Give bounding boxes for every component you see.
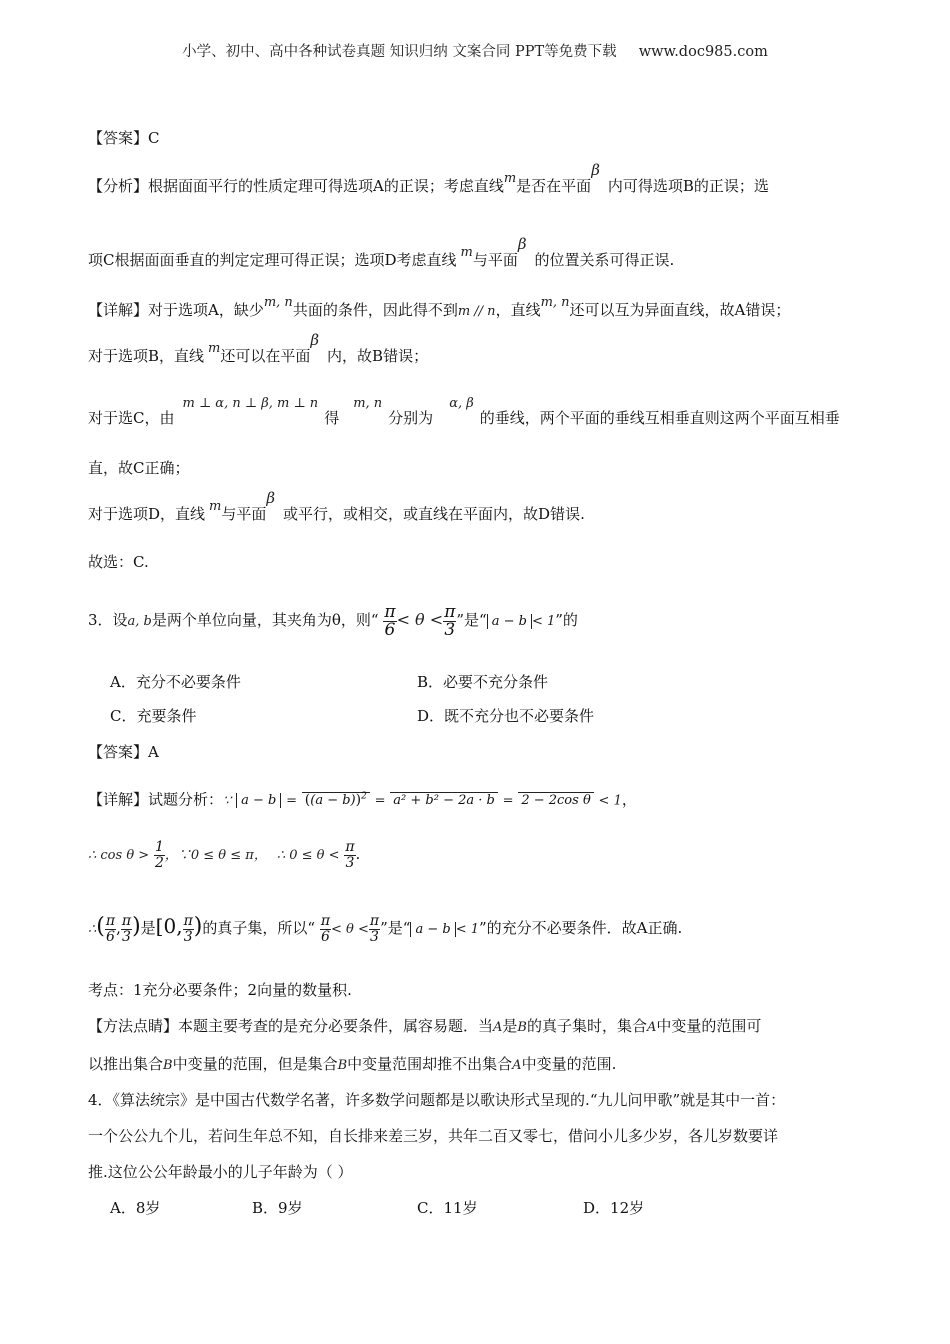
header-url[interactable]: www.doc985.com	[638, 44, 768, 60]
q2-detail-line5: 对于选项D，直线 m与平面β或平行，或相交，或直线在平面内，故D错误.	[88, 489, 585, 523]
q2-analysis-line1: 【分析】根据面面平行的性质定理可得选项A的正误；考虑直线m是否在平面β内可得选项B的正误；选	[88, 161, 769, 195]
q4-option-c[interactable]: C．11岁	[417, 1199, 478, 1217]
q4-line3: 推.这位公公年龄最小的儿子年龄为（ ）	[88, 1163, 353, 1181]
q4-line1: 4．《算法统宗》是中国古代数学名著，许多数学问题都是以歌诀形式呈现的.“九儿问甲歌”就是其中一首：	[88, 1091, 786, 1109]
q3-option-a[interactable]: A．充分不必要条件	[110, 673, 241, 691]
header-text: 小学、初中、高中各种试卷真题 知识归纳 文案合同 PPT等免费下载	[182, 44, 617, 60]
page-header	[0, 40, 950, 61]
q3-detail-line3: ∴( $\frac{\pi}{6}$ , $\frac{\pi}{3}$ )是[0, $\frac{\pi}{3}$ )的真子集，所以“ $\frac{\pi}{6}$ < θ < $\frac{\pi}{3}$ ”是“ a − b < 1”的充分不必要条件．故A正确.	[88, 912, 683, 945]
q4-option-d[interactable]: D．12岁	[583, 1199, 645, 1217]
q3-option-c[interactable]: C．充要条件	[110, 707, 197, 725]
frac-pi-3: $\frac{\pi}{3}$	[444, 601, 456, 640]
q2-final: 故选：C.	[88, 553, 149, 571]
q3-option-b[interactable]: B．必要不充分条件	[417, 673, 549, 691]
q3-option-d[interactable]: D．既不充分也不必要条件	[417, 707, 595, 725]
q2-analysis-line2: 项C根据面面垂直的判定定理可得正误；选项D考虑直线 m与平面β的位置关系可得正误.	[88, 235, 675, 269]
q4-line2: 一个公公九个儿，若问生年总不知，自长排来差三岁，共年二百又零七，借问小儿多少岁，各儿岁数要详	[88, 1127, 779, 1145]
frac-1-2: $\frac{1}{2}$	[154, 838, 164, 871]
q3-kaodian: 考点：1充分必要条件；2向量的数量积.	[88, 981, 352, 999]
q2-answer: 【答案】C	[88, 129, 160, 147]
q3-method-line2: 以推出集合B中变量的范围，但是集合B中变量范围却推不出集合A中变量的范围.	[88, 1055, 617, 1073]
frac-pi-3b: $\frac{\pi}{3}$	[345, 838, 355, 871]
q4-option-b[interactable]: B．9岁	[252, 1199, 303, 1217]
q4-option-a[interactable]: A．8岁	[110, 1199, 161, 1217]
q2-detail-line4: 直，故C正确；	[88, 459, 190, 477]
q3-method-line1: 【方法点睛】本题主要考查的是充分必要条件，属容易题．当A是B的真子集时，集合A中变量的范围可	[88, 1017, 762, 1035]
sqrt-square: $((a - b))^2$	[302, 792, 370, 808]
q3-stem: 3．设a, b是两个单位向量，其夹角为θ，则“ $\frac{\pi}{6}$ < θ < $\frac{\pi}{3}$ ”是“ a − b < 1”的	[88, 601, 578, 640]
q2-detail-line2: 对于选项B，直线 m还可以在平面β内，故B错误；	[88, 331, 429, 365]
q2-detail-line1: 【详解】对于选项A，缺少m, n共面的条件，因此得不到m // n，直线m, n还可以互为异面直线，故A错误；	[88, 295, 791, 319]
q3-detail-line1: 【详解】试题分析：∵ $a - b = ((a - b))^2 = a^2 + b^2 - 2a \cdot b = 2 - 2\cos$ θ < 1，	[88, 790, 637, 809]
frac-pi-6: $\frac{\pi}{6}$	[384, 601, 396, 640]
q3-detail-line2: ∴ cos θ > $\frac{1}{2}$ ，∵0 ≤ θ ≤ π， ∴ 0 ≤ θ < $\frac{\pi}{3}$ .	[88, 838, 361, 871]
q3-answer: 【答案】A	[88, 743, 159, 761]
q2-detail-line3: 对于选C，由m ⊥ α, n ⊥ β, m ⊥ n得m, n分别为α, β的垂线，两个平面的垂线互相垂直则这两个平面互相垂	[88, 396, 840, 427]
